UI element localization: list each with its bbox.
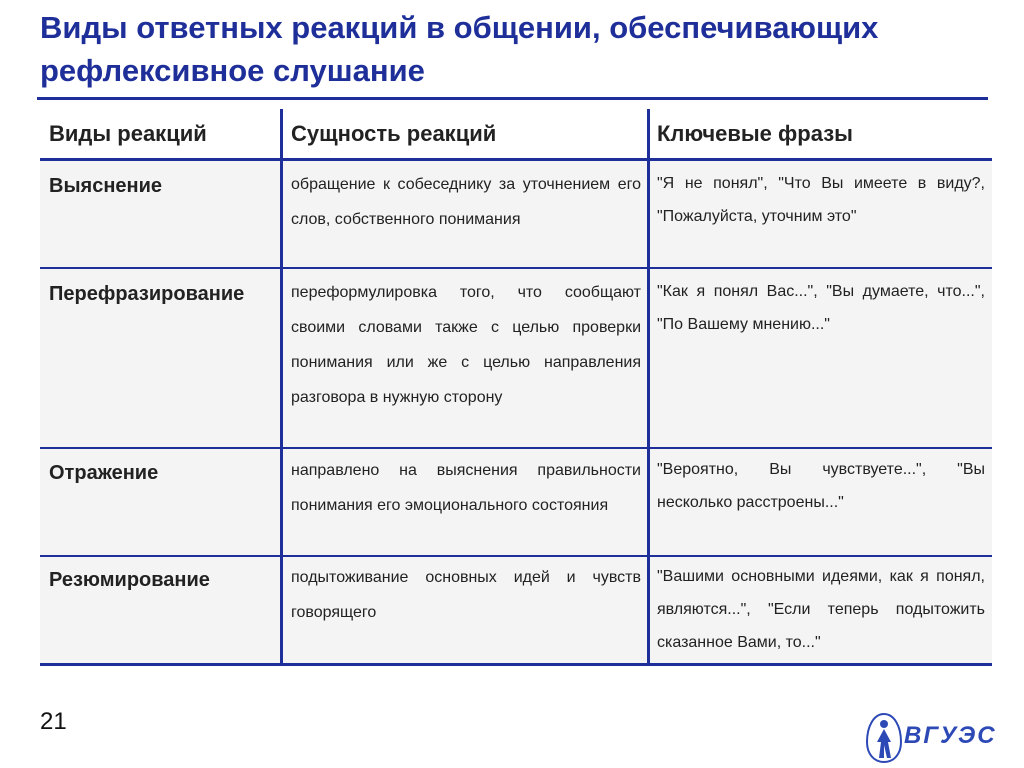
header-reaction-essence: Сущность реакций [291,121,497,146]
row-phrases-paraphrasing: "Как я понял Вас...", "Вы думаете, что...", "По Вашему мнению..." [657,283,985,333]
row-label-reflection: Отражение [49,462,159,484]
row-phrases-reflection: "Вероятно, Вы чувствуете...", "Вы несколько расстроены..." [657,461,985,511]
row-label-summarizing: Резюмирование [49,569,210,591]
reactions-table [40,109,992,666]
row-essence-reflection: направлено на выяснения правильности понимания его эмоционального состояния [291,462,641,514]
row-phrases-summarizing: "Вашими основными идеями, как я понял, являются...", "Если теперь подытожить сказанное Вами, то..." [657,568,985,651]
header-key-phrases: Ключевые фразы [657,121,853,146]
column-divider [647,109,650,666]
row-divider [40,447,992,449]
row-phrases-clarification: "Я не понял", "Что Вы имеете в виду?, "Пожалуйста, уточним это" [657,175,985,225]
row-label-clarification: Выяснение [49,175,163,197]
title-divider [37,97,988,100]
row-essence-paraphrasing: переформулировка того, что сообщают своими словами также с целью проверки понимания или же с целью направления разговора в нужную сторону [291,284,641,406]
table-bottom-rule [40,663,992,666]
row-essence-clarification: обращение к собеседнику за уточнением его слов, собственного понимания [291,176,641,228]
row-divider [40,555,992,557]
page-number: 21 [40,708,67,735]
university-logo [864,712,997,762]
figure-emblem-icon [864,712,904,764]
slide-title: Виды ответных реакций в общении, обеспечивающих рефлексивное слушание [40,10,879,88]
logo-text: ВГУЭС [904,722,997,749]
row-divider [40,267,992,269]
header-reaction-types: Виды реакций [49,121,207,146]
row-label-paraphrasing: Перефразирование [49,283,245,305]
column-divider [280,109,283,666]
row-essence-summarizing: подытоживание основных идей и чувств говорящего [291,569,641,621]
row-divider [40,158,992,161]
